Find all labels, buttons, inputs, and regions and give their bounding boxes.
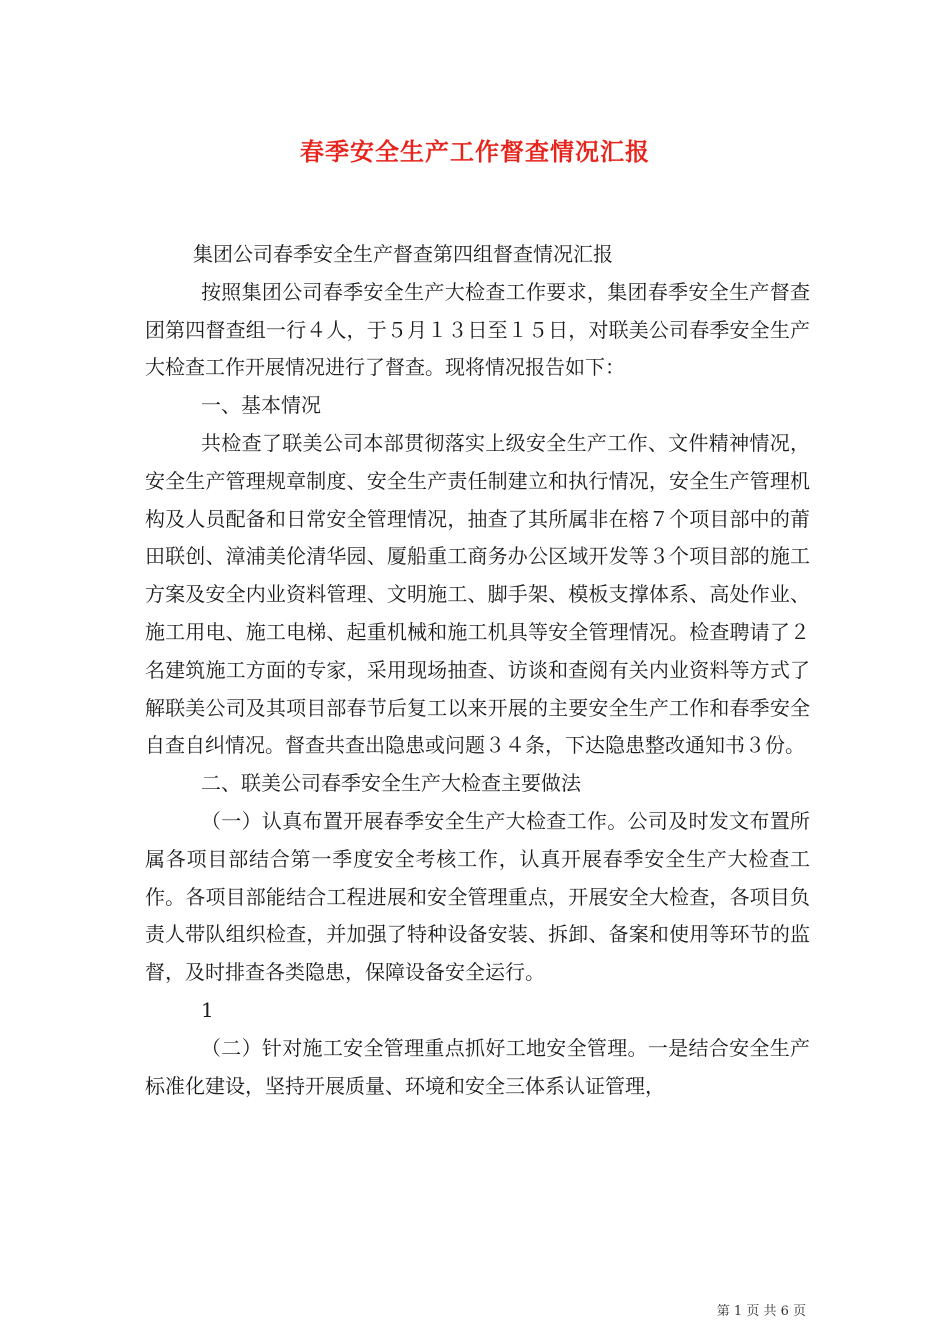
document-body [145,236,810,1105]
section-heading-2: 二、联美公司春季安全生产大检查主要做法 [201,771,581,796]
paragraph-item-1: （一）认真布置开展春季安全生产大检查工作。公司及时发文布置所属各项目部结合第一季度安全考核工作，认真开展春季安全生产大检查工作。各项目部能结合工程进展和安全管理重点，开展安全大检查，各项目负责人带队组织检查，并加强了特种设备安装、拆卸、备案和使用等环节的监督，及时排查各类隐患，保障设备安全运行。 [145,808,810,985]
document-title: 春季安全生产工作督查情况汇报 [300,137,650,166]
paragraph-basic-info: 共检查了联美公司本部贯彻落实上级安全生产工作、文件精神情况，安全生产管理规章制度、安全生产责任制建立和执行情况，安全生产管理机构及人员配备和日常安全管理情况，抽查了其所属非在榕７个项目部中的莆田联创、漳浦美伦清华园、厦船重工商务办公区域开发等３个项目部的施工方案及安全内业资料管理、文明施工、脚手架、模板支撑体系、高处作业、施工用电、施工电梯、起重机械和施工机具等安全管理情况。检查聘请了２名建筑施工方面的专家，采用现场抽查、访谈和查阅有关内业资料等方式了解联美公司及其项目部春节后复工以来开展的主要安全生产工作和春季安全自查自纠情况。督查共查出隐患或问题３４条，下达隐患整改通知书３份。 [145,430,810,758]
paragraph-item-2: （二）针对施工安全管理重点抓好工地安全管理。一是结合安全生产标准化建设，坚持开展质量、环境和安全三体系认证管理， [145,1035,810,1098]
paragraph-intro: 按照集团公司春季安全生产大检查工作要求，集团春季安全生产督查团第四督查组一行４人，于５月１３日至１５日，对联美公司春季安全生产大检查工作开展情况进行了督查。现将情况报告如下： [145,279,810,380]
page-footer: 第 1 页 共 6 页 [716,1304,806,1319]
inline-page-number: 1 [201,997,214,1022]
paragraph-subtitle: 集团公司春季安全生产督查第四组督查情况汇报 [193,242,613,266]
section-heading-1: 一、基本情况 [201,393,321,418]
